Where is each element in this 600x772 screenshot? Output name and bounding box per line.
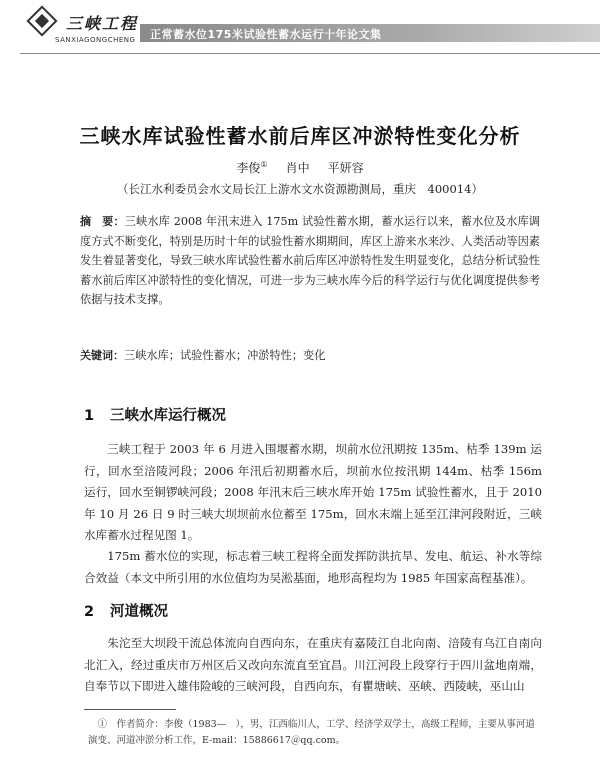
section-title: 三峡水库运行概况 <box>110 408 226 424</box>
author-footnote-mark[interactable]: ① <box>260 160 268 169</box>
paper-title: 三峡水库试验性蓄水前后库区冲淤特性变化分析 <box>79 124 521 148</box>
keywords-label: 关键词： <box>80 349 124 362</box>
abstract <box>80 212 540 310</box>
header-divider <box>20 53 600 54</box>
logo-text: 三峡工程 <box>66 14 139 33</box>
abstract-label: 摘 要： <box>80 215 125 228</box>
page-header <box>0 0 600 58</box>
author-footnote: ① 作者简介：李俊（1983— ），男，江西临川人，工学、经济学双学士，高级工程师，主要从事河道演变、河道冲淤分析工作，E-mail：15886617＠qq.com。 <box>88 719 535 746</box>
keywords-text: 三峡水库；试验性蓄水；冲淤特性；变化 <box>124 349 326 362</box>
author-name: 李俊 <box>236 161 261 175</box>
series-title: 正常蓄水位175米试验性蓄水运行十年论文集 <box>150 28 382 41</box>
section-heading <box>84 600 168 621</box>
section-title: 河道概况 <box>110 604 168 620</box>
section-number: 2 <box>84 604 95 620</box>
body-paragraph: 三峡工程于 2003 年 6 月进入围堰蓄水期，坝前水位汛期按 135m、枯季 139m 运行，回水至涪陵河段；2006 年汛后初期蓄水后，坝前水位按汛期 144m、枯季 156m 运行，回水至铜锣峡河段；2008 年汛末后三峡水库开始 175m 试验性蓄水，且于 2010 年 10 月 26 日 9 时三峡大坝坝前水位蓄至 175m，回水末端上延至江津河段附近，三峡水库蓄水过程见图 1。 <box>84 442 542 542</box>
section-heading <box>84 404 226 425</box>
logo-diamond-icon <box>26 5 57 36</box>
keywords <box>80 347 540 363</box>
author-list <box>0 159 600 176</box>
abstract-text: 三峡水库 2008 年汛末进入 175m 试验性蓄水期，蓄水运行以来，蓄水位及水库调度方式不断变化，特别是历时十年的试验性蓄水期期间，库区上游来水来沙、人类活动等因素发生着显著变化，导致三峡水库试验性蓄水前后库区冲淤特性发生明显变化，总结分析试验性蓄水前后库区冲淤特性的变化情况，可进一步为三峡水库今后的科学运行与优化调度提供参考依据与技术支撑。 <box>80 215 540 307</box>
author-name: 平妍容 <box>327 161 364 175</box>
body-paragraph: 175m 蓄水位的实现，标志着三峡工程将全面发挥防洪抗旱、发电、航运、补水等综合效益（本文中所引用的水位值均为吴淞基面，地形高程均为 1985 年国家高程基准）。 <box>84 549 542 585</box>
author-name: 肖中 <box>285 161 310 175</box>
section-number: 1 <box>84 408 95 424</box>
logo-subtitle: SANXIAGONGCHENG <box>55 36 136 44</box>
footnote-divider <box>84 709 176 710</box>
body-paragraph: 朱沱至大坝段干流总体流向自西向东，在重庆有嘉陵江自北向南、涪陵有乌江自南向北汇入，经过重庆市万州区后又改向东流直至宜昌。川江河段上段穿行于四川盆地南端，自奉节以下即进入雄伟险峻的三峡河段，自西向东，有瞿塘峡、巫峡、西陵峡，巫山山 <box>84 636 542 693</box>
author-affiliation: （长江水利委员会水文局长江上游水文水资源勘测局，重庆 400014） <box>117 182 483 196</box>
